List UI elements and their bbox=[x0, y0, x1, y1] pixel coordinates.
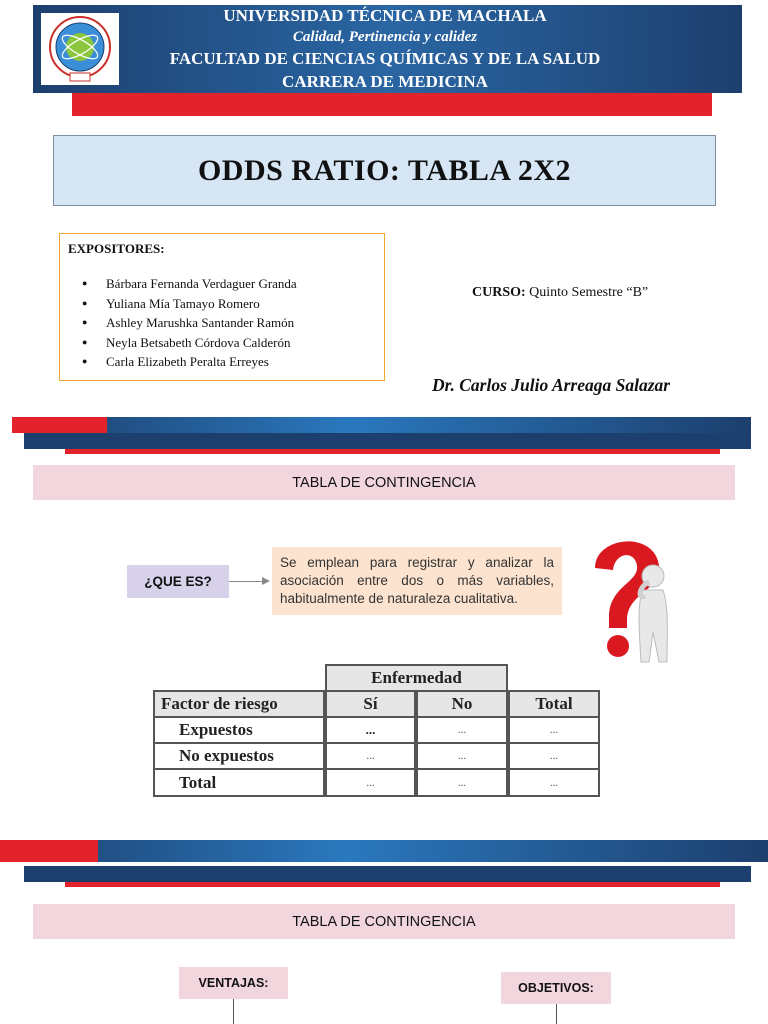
presenter-item: ● Ashley Marushka Santander Ramón bbox=[82, 313, 297, 333]
col-header: Sí bbox=[325, 690, 416, 718]
divider-red-line bbox=[65, 882, 720, 887]
arrow-connector bbox=[229, 581, 263, 582]
row-label: Expuestos bbox=[153, 716, 325, 744]
objectives-box: OBJETIVOS: bbox=[501, 972, 611, 1004]
university-seal-icon bbox=[45, 15, 115, 83]
table-cell: ... bbox=[416, 742, 508, 770]
page-title: ODDS RATIO: TABLA 2X2 bbox=[197, 153, 572, 187]
course-label: CURSO: bbox=[472, 285, 526, 300]
table-cell: ... bbox=[508, 742, 600, 770]
presenters-box bbox=[59, 233, 385, 381]
advantages-box: VENTAJAS: bbox=[179, 967, 288, 999]
table-cell: ... bbox=[508, 716, 600, 744]
divider-red-line bbox=[65, 449, 720, 454]
presenter-item: ● Yuliana Mía Tamayo Romero bbox=[82, 294, 297, 314]
divider-band-bottom bbox=[24, 433, 751, 449]
col-header: Total bbox=[508, 690, 600, 718]
divider-band-bottom bbox=[24, 866, 751, 882]
table-cell: ... bbox=[416, 768, 508, 797]
connector-line bbox=[556, 1004, 557, 1024]
header-text bbox=[130, 6, 640, 94]
teacher-name: Dr. Carlos Julio Arreaga Salazar bbox=[432, 375, 671, 395]
connector-line bbox=[233, 999, 234, 1024]
university-motto: Calidad, Pertinencia y calidez bbox=[292, 29, 478, 45]
row-label: No expuestos bbox=[153, 742, 325, 770]
table-cell: ... bbox=[325, 768, 416, 797]
table-cell: ... bbox=[325, 742, 416, 770]
arrow-right-icon bbox=[262, 577, 270, 585]
career-name: CARRERA DE MEDICINA bbox=[282, 72, 488, 91]
header-red-band bbox=[72, 92, 712, 116]
col-header: Factor de riesgo bbox=[153, 690, 325, 718]
contingency-table bbox=[153, 664, 600, 797]
row-label: Total bbox=[153, 768, 325, 797]
question-box: ¿QUE ES? bbox=[127, 565, 229, 598]
presenters-label: EXPOSITORES: bbox=[68, 241, 165, 256]
table-cell: ... bbox=[508, 768, 600, 797]
col-header: No bbox=[416, 690, 508, 718]
presenter-item: ● Bárbara Fernanda Verdaguer Granda bbox=[82, 274, 297, 294]
section-header: TABLA DE CONTINGENCIA bbox=[33, 465, 735, 500]
course-value: Quinto Semestre “B” bbox=[529, 285, 649, 300]
university-name: UNIVERSIDAD TÉCNICA DE MACHALA bbox=[223, 6, 547, 25]
presenter-item: ● Neyla Betsabeth Córdova Calderón bbox=[82, 333, 297, 353]
faculty-name: FACULTAD DE CIENCIAS QUÍMICAS Y DE LA SALUD bbox=[169, 49, 601, 68]
course-info bbox=[472, 285, 648, 301]
group-header: Enfermedad bbox=[325, 664, 508, 692]
presenters-list bbox=[82, 274, 297, 372]
question-mark-figure-icon bbox=[577, 528, 687, 670]
university-logo bbox=[41, 13, 119, 85]
table-cell: ... bbox=[325, 716, 416, 744]
divider-red-accent bbox=[0, 840, 98, 862]
table-cell: ... bbox=[416, 716, 508, 744]
section-header: TABLA DE CONTINGENCIA bbox=[33, 904, 735, 939]
title-box bbox=[53, 135, 716, 206]
divider-band-top bbox=[0, 840, 768, 862]
divider-red-accent bbox=[12, 417, 107, 433]
presenter-item: ● Carla Elizabeth Peralta Erreyes bbox=[82, 352, 297, 372]
definition-box: Se emplean para registrar y analizar la asociación entre dos o más variables, habitualmente de naturaleza cualitativa. bbox=[272, 547, 562, 615]
